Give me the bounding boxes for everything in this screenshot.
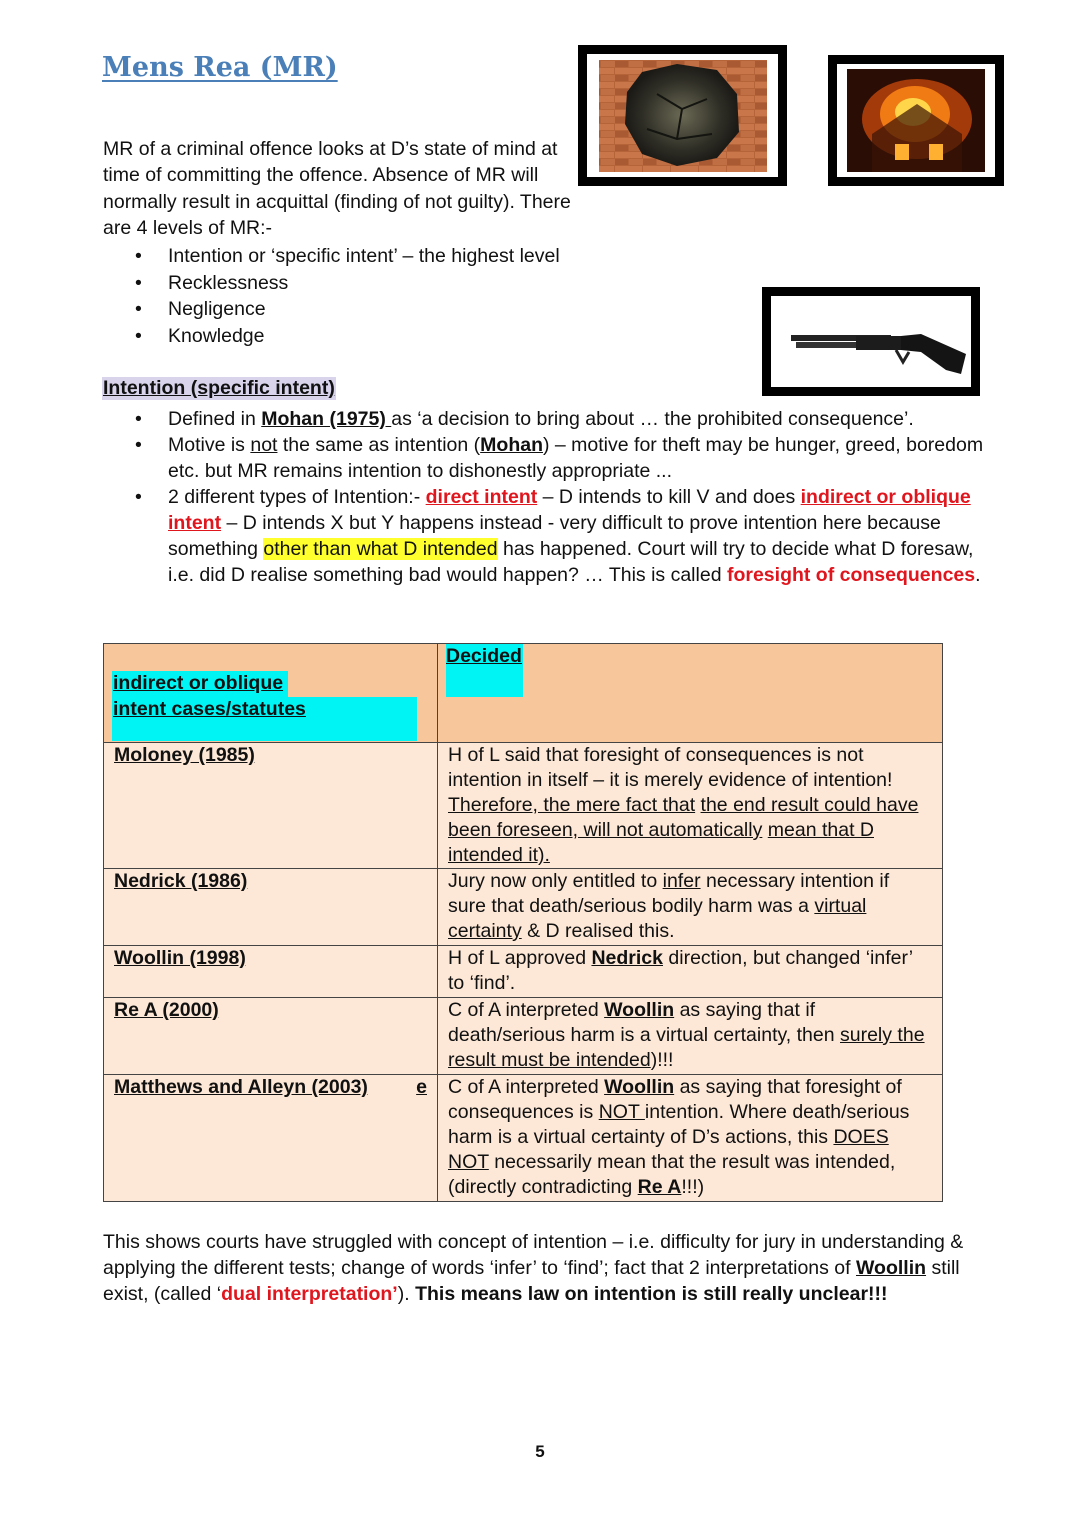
table-row: [104, 998, 943, 1075]
table-row: [104, 946, 943, 998]
intro-paragraph: MR of a criminal offence looks at D’s state of mind at time of committing the offence. Absence of MR will normally result in acquittal (finding of not guilty). There are 4 levels of MR:-: [103, 138, 571, 239]
page-number: 5: [535, 1442, 545, 1461]
burning-house-picture: [828, 55, 1004, 186]
list-item: • Motive is not the same as intention (Mohan) – motive for theft may be hunger, greed, boredom etc. but MR remains intention to dishonestly appropriate ...: [103, 432, 993, 484]
list-item: • Knowledge: [103, 323, 560, 350]
page-title: Mens Rea (MR): [102, 52, 338, 83]
intention-list: [103, 406, 993, 588]
list-item: • Defined in Mohan (1975) as ‘a decision to bring about … the prohibited consequence’.: [103, 406, 993, 432]
case-decision: H of L approved Nedrick direction, but changed ‘infer’ to ‘find’.: [438, 946, 943, 998]
table-row: [104, 1075, 943, 1202]
mr-levels-list: [103, 243, 560, 349]
list-item: • Intention or ‘specific intent’ – the highest level: [103, 243, 560, 270]
case-ref: Mohan: [480, 434, 543, 456]
key-term: direct intent: [425, 486, 538, 508]
key-term: indirect or oblique intent: [168, 486, 971, 534]
table-header-row: [104, 644, 943, 743]
fire-icon: [837, 64, 995, 177]
conclusion-paragraph: This shows courts have struggled with concept of intention – i.e. difficulty for jury in understanding & applying the different tests; change of words ‘infer’ to ‘find’; fact that 2 interpretations of Woollin still exist, (called ‘dual interpretation’). This means law on intention is still really unclear!!!: [103, 1231, 964, 1305]
list-item: • Recklessness: [103, 270, 560, 297]
table-header-cell: [438, 644, 943, 743]
case-decision: Jury now only entitled to infer necessary intention if sure that death/serious bodily harm was a virtual certainty & D realised this.: [438, 869, 943, 946]
case-name: Nedrick (1986): [104, 869, 438, 946]
highlight: other than what D intended: [263, 538, 498, 560]
list-item: • Negligence: [103, 296, 560, 323]
case-decision: H of L said that foresight of consequences is not intention in itself – it is merely evidence of intention! Therefore, the mere fact that the end result could have been foreseen, will not automatically mean that D intended it).: [438, 743, 943, 869]
case-decision: C of A interpreted Woollin as saying that if death/serious harm is a virtual certainty, then surely the result must be intended)!!!: [438, 998, 943, 1075]
brick-wall-picture: [578, 45, 787, 186]
shotgun-icon: [771, 296, 971, 387]
case-name: Woollin (1998): [104, 946, 438, 998]
brick-wall-icon: [587, 54, 778, 177]
case-name: Matthews and Alleyn (2003) e: [104, 1075, 438, 1202]
key-term: foresight of consequences: [726, 564, 976, 586]
table-row: [104, 743, 943, 869]
column-header: Decided: [446, 644, 523, 697]
list-item: • 2 different types of Intention:- direct intent – D intends to kill V and does indirect or oblique intent – D intends X but Y happens instead - very difficult to prove intention here because something other than what D intended has happened. Court will try to decide what D foresaw, i.e. did D realise something bad would happen? … This is called foresight of consequences.: [103, 484, 993, 588]
shotgun-picture: [762, 287, 980, 396]
case-name: Re A (2000): [104, 998, 438, 1075]
column-header: intent cases/statutes: [113, 698, 306, 720]
case-decision: C of A interpreted Woollin as saying that foresight of consequences is NOT intention. Where death/serious harm is a virtual certainty of D’s actions, this DOES NOT necessarily mean that the result was intended, (directly contradicting Re A!!!): [438, 1075, 943, 1202]
case-name: Moloney (1985): [104, 743, 438, 869]
table-row: [104, 869, 943, 946]
column-header: indirect or oblique: [112, 671, 288, 697]
table-header-cell: [104, 644, 438, 743]
case-ref: Mohan (1975): [261, 408, 392, 430]
section-heading-intention: Intention (specific intent): [103, 377, 335, 399]
cases-table: [103, 643, 943, 1202]
